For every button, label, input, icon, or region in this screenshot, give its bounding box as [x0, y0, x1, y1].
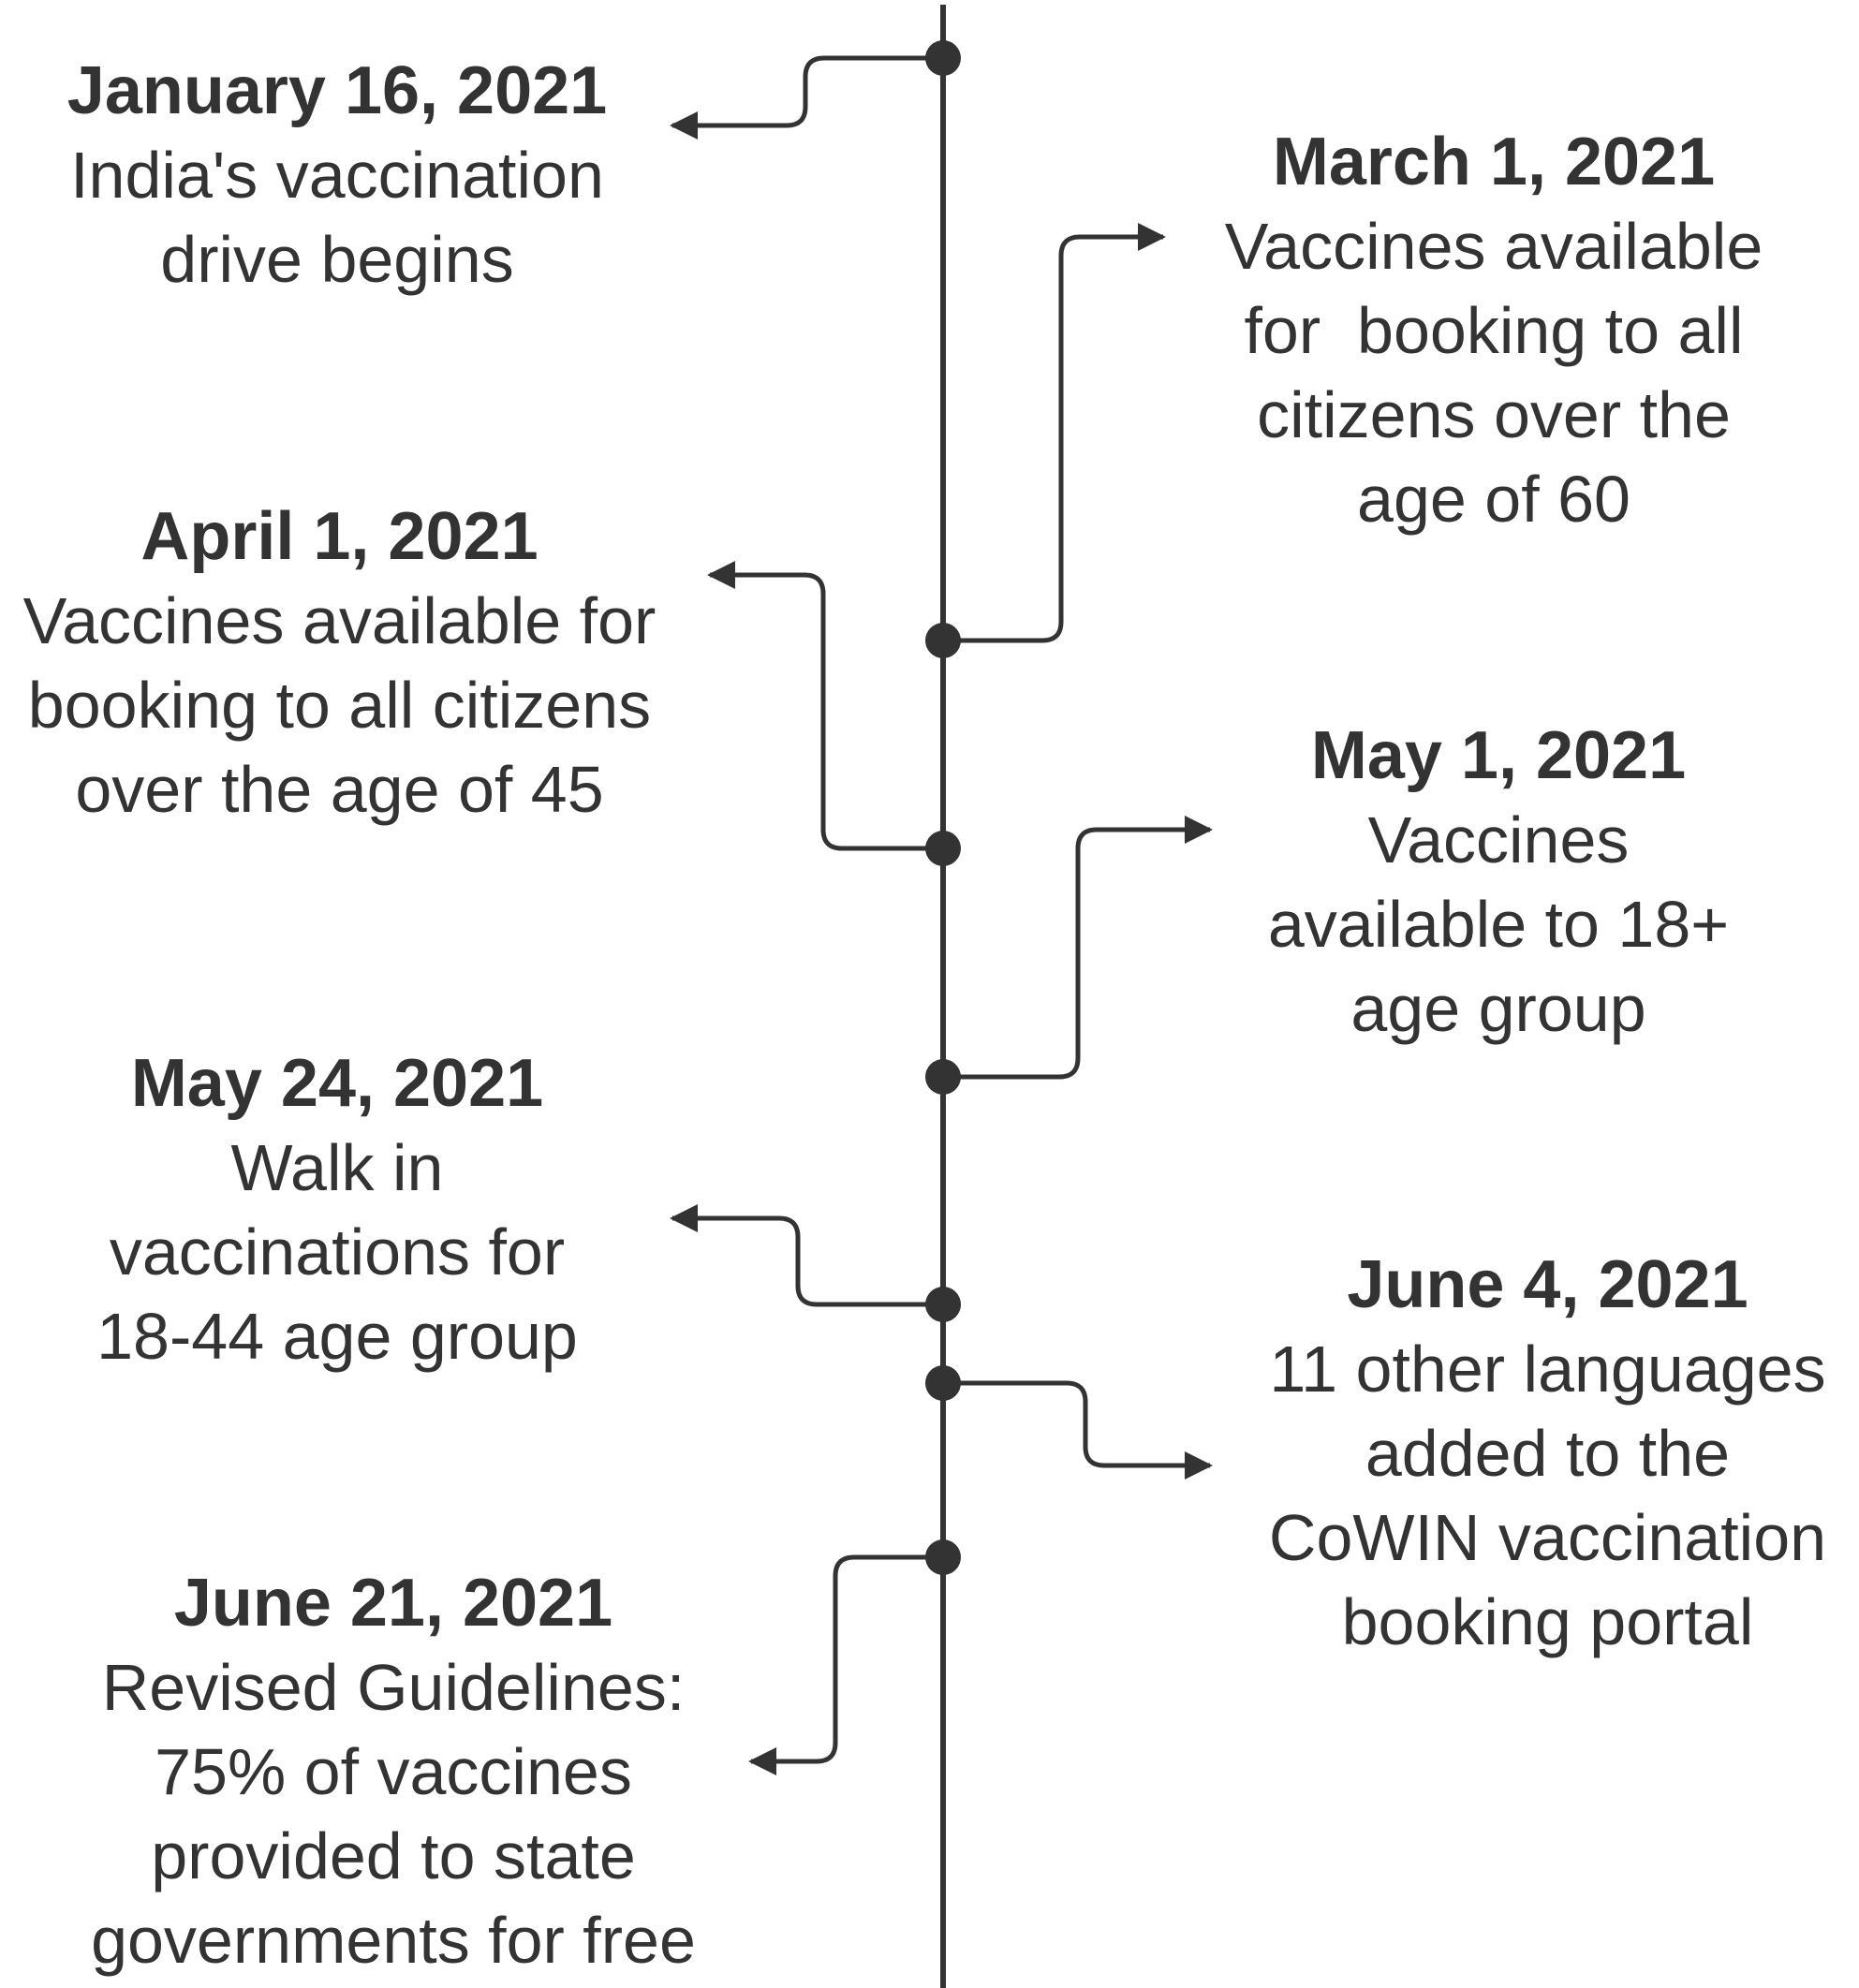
connector-jun-21: [751, 1557, 943, 1761]
event-description: [56, 1645, 730, 1982]
connector-jan-16: [672, 58, 943, 125]
event-description-line: Vaccines available for: [22, 584, 657, 657]
event-jun-21: [56, 1561, 730, 1982]
event-date: April 1, 2021: [140, 499, 539, 574]
event-date: June 21, 2021: [173, 1566, 613, 1641]
event-description-line: Revised Guidelines:: [101, 1651, 686, 1724]
event-dot-may-24: [925, 1287, 961, 1322]
event-date: June 4, 2021: [1347, 1247, 1748, 1322]
event-dot-mar-1: [925, 623, 961, 658]
event-description-line: Vaccines available: [1224, 210, 1763, 283]
event-description-line: over the age of 45: [75, 753, 604, 826]
event-description: [1171, 204, 1817, 541]
event-date: March 1, 2021: [1272, 125, 1716, 199]
event-description-line: booking to all citizens: [27, 669, 652, 742]
event-description: [1199, 798, 1798, 1051]
event-may-1: [1199, 714, 1798, 1051]
event-description-line: drive begins: [160, 223, 514, 296]
connector-mar-1: [943, 237, 1163, 641]
event-description-line: 11 other languages: [1269, 1333, 1826, 1406]
event-date: January 16, 2021: [66, 53, 608, 128]
event-description-line: citizens over the: [1257, 378, 1731, 451]
event-description-line: Vaccines: [1367, 803, 1630, 876]
event-date: May 24, 2021: [130, 1046, 544, 1121]
event-dot-jan-16: [925, 40, 961, 76]
event-date: May 1, 2021: [1310, 718, 1687, 793]
event-may-24: [28, 1041, 646, 1378]
event-dot-jun-4: [925, 1365, 961, 1401]
event-description-line: added to the: [1365, 1417, 1731, 1490]
event-apr-1: [0, 494, 679, 832]
event-dot-jun-21: [925, 1539, 961, 1575]
event-description-line: age of 60: [1357, 463, 1630, 536]
event-jan-16: [19, 49, 656, 302]
event-description-line: for booking to all: [1244, 294, 1744, 367]
event-description-line: Walk in: [230, 1131, 444, 1204]
event-dot-may-1: [925, 1059, 961, 1095]
event-description-line: age group: [1350, 972, 1646, 1045]
event-jun-4: [1236, 1243, 1859, 1664]
event-description-line: 18-44 age group: [96, 1300, 578, 1373]
event-dot-apr-1: [925, 831, 961, 866]
event-description: [19, 133, 656, 302]
connector-jun-4: [943, 1383, 1210, 1465]
connector-may-1: [943, 830, 1210, 1077]
event-description-line: CoWIN vaccination: [1268, 1501, 1827, 1574]
event-description: [1236, 1327, 1859, 1664]
connector-apr-1: [710, 575, 943, 848]
event-description-line: India's vaccination: [70, 139, 604, 212]
event-description-line: available to 18+: [1267, 888, 1730, 961]
event-mar-1: [1171, 120, 1817, 541]
event-description-line: 75% of vaccines: [155, 1735, 632, 1808]
connector-may-24: [672, 1218, 943, 1304]
event-description-line: provided to state: [151, 1819, 636, 1892]
event-description: [28, 1126, 646, 1378]
event-description-line: governments for free: [91, 1904, 696, 1977]
event-description-line: booking portal: [1341, 1585, 1754, 1658]
event-description: [0, 579, 679, 832]
event-description-line: vaccinations for: [109, 1215, 566, 1289]
